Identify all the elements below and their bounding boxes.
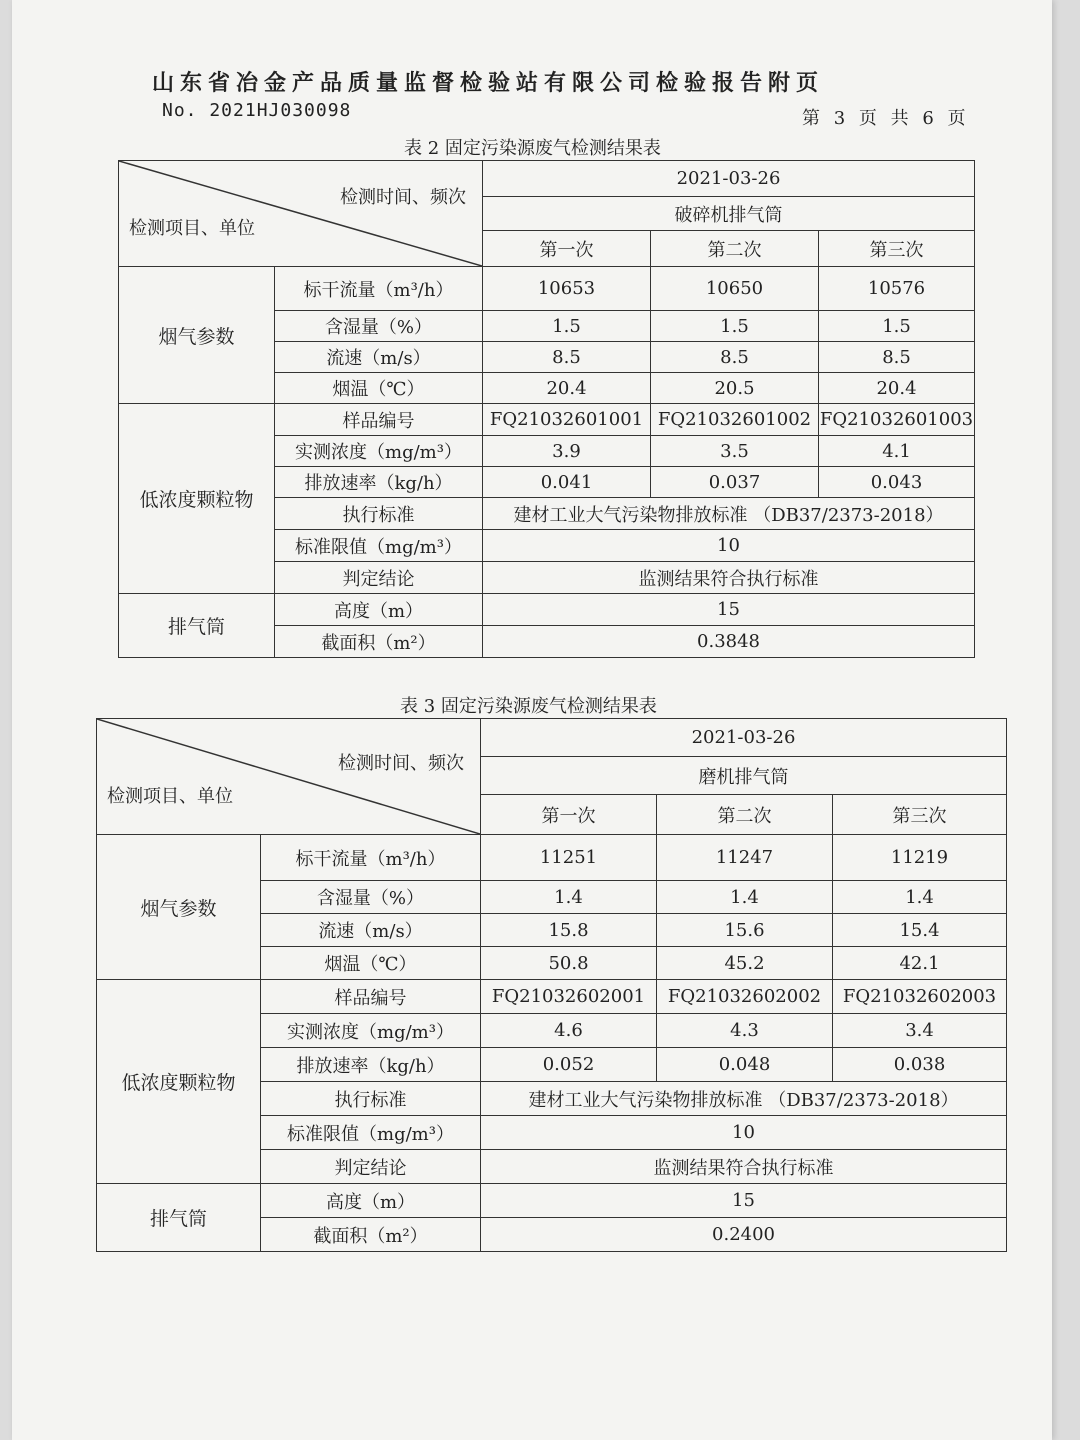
conclusion-value: 监测结果符合执行标准 xyxy=(483,562,975,594)
row-label: 截面积（m²） xyxy=(261,1218,481,1252)
row-label: 执行标准 xyxy=(261,1082,481,1116)
cell-value: 1.4 xyxy=(833,881,1007,914)
results-table-2 xyxy=(118,160,975,658)
row-label: 烟温（℃） xyxy=(275,373,483,404)
cell-value: 15.4 xyxy=(833,914,1007,947)
cell-value: 3.9 xyxy=(483,436,651,467)
table-caption: 表 2 固定污染源废气检测结果表 xyxy=(404,138,661,159)
standard-value: 建材工业大气污染物排放标准 （DB37/2373-2018） xyxy=(481,1082,1007,1116)
row-label: 含湿量（%） xyxy=(275,311,483,342)
standard-value: 建材工业大气污染物排放标准 （DB37/2373-2018） xyxy=(483,498,975,530)
cell-value: 20.4 xyxy=(483,373,651,404)
table-caption: 表 3 固定污染源废气检测结果表 xyxy=(400,696,657,717)
cell-value: FQ21032601002 xyxy=(651,404,819,436)
row-label: 高度（m） xyxy=(275,594,483,626)
cell-value: 10650 xyxy=(651,267,819,311)
row-label: 排放速率（kg/h） xyxy=(275,467,483,498)
cell-value: 11247 xyxy=(657,835,833,881)
row-label: 截面积（m²） xyxy=(275,626,483,658)
cell-value: 0.037 xyxy=(651,467,819,498)
run-header: 第二次 xyxy=(651,231,819,267)
run-header: 第三次 xyxy=(819,231,975,267)
row-label: 标准限值（mg/m³） xyxy=(275,530,483,562)
report-number: No. 2021HJ030098 xyxy=(162,100,352,121)
cell-value: 10576 xyxy=(819,267,975,311)
cell-value: 42.1 xyxy=(833,947,1007,980)
run-header: 第一次 xyxy=(483,231,651,267)
cell-value: 4.3 xyxy=(657,1014,833,1048)
test-date: 2021-03-26 xyxy=(483,161,975,197)
source-name: 磨机排气筒 xyxy=(481,757,1007,795)
cell-value: 11251 xyxy=(481,835,657,881)
cell-value: 15.8 xyxy=(481,914,657,947)
row-label: 实测浓度（mg/m³） xyxy=(261,1014,481,1048)
test-date: 2021-03-26 xyxy=(481,719,1007,757)
cell-value: 0.052 xyxy=(481,1048,657,1082)
row-label: 流速（m/s） xyxy=(275,342,483,373)
results-table-3 xyxy=(96,718,1007,1252)
cell-value: 1.5 xyxy=(651,311,819,342)
cell-value: 0.048 xyxy=(657,1048,833,1082)
cell-value: FQ21032601003 xyxy=(819,404,975,436)
row-label: 实测浓度（mg/m³） xyxy=(275,436,483,467)
cell-value: 20.4 xyxy=(819,373,975,404)
group-label: 低浓度颗粒物 xyxy=(97,980,261,1184)
run-header: 第二次 xyxy=(657,795,833,835)
cell-value: 15.6 xyxy=(657,914,833,947)
row-label: 标干流量（m³/h） xyxy=(275,267,483,311)
row-label: 流速（m/s） xyxy=(261,914,481,947)
run-header: 第一次 xyxy=(481,795,657,835)
cell-value: 3.5 xyxy=(651,436,819,467)
cell-value: 50.8 xyxy=(481,947,657,980)
row-label: 判定结论 xyxy=(261,1150,481,1184)
cell-value: 1.5 xyxy=(483,311,651,342)
corner-bottom-label: 检测项目、单位 xyxy=(107,786,233,807)
group-label: 烟气参数 xyxy=(97,835,261,980)
row-label: 烟温（℃） xyxy=(261,947,481,980)
corner-header xyxy=(97,719,481,835)
cell-value: FQ21032602002 xyxy=(657,980,833,1014)
height-value: 15 xyxy=(483,594,975,626)
cell-value: 4.1 xyxy=(819,436,975,467)
diagonal-line xyxy=(97,719,480,834)
limit-value: 10 xyxy=(481,1116,1007,1150)
cell-value: FQ21032602003 xyxy=(833,980,1007,1014)
row-label: 样品编号 xyxy=(275,404,483,436)
cell-value: FQ21032601001 xyxy=(483,404,651,436)
row-label: 样品编号 xyxy=(261,980,481,1014)
row-label: 标准限值（mg/m³） xyxy=(261,1116,481,1150)
area-value: 0.3848 xyxy=(483,626,975,658)
cell-value: 8.5 xyxy=(483,342,651,373)
row-label: 含湿量（%） xyxy=(261,881,481,914)
cell-value: 1.4 xyxy=(481,881,657,914)
source-name: 破碎机排气筒 xyxy=(483,197,975,231)
cell-value: 0.043 xyxy=(819,467,975,498)
run-header: 第三次 xyxy=(833,795,1007,835)
row-label: 执行标准 xyxy=(275,498,483,530)
row-label: 排放速率（kg/h） xyxy=(261,1048,481,1082)
group-label: 低浓度颗粒物 xyxy=(119,404,275,594)
group-label: 烟气参数 xyxy=(119,267,275,404)
cell-value: 4.6 xyxy=(481,1014,657,1048)
row-label: 高度（m） xyxy=(261,1184,481,1218)
cell-value: FQ21032602001 xyxy=(481,980,657,1014)
page-number: 第 3 页 共 6 页 xyxy=(802,108,970,129)
corner-header xyxy=(119,161,483,267)
cell-value: 8.5 xyxy=(819,342,975,373)
limit-value: 10 xyxy=(483,530,975,562)
cell-value: 0.038 xyxy=(833,1048,1007,1082)
cell-value: 8.5 xyxy=(651,342,819,373)
row-label: 判定结论 xyxy=(275,562,483,594)
cell-value: 0.041 xyxy=(483,467,651,498)
cell-value: 1.4 xyxy=(657,881,833,914)
corner-top-label: 检测时间、频次 xyxy=(340,187,466,208)
cell-value: 10653 xyxy=(483,267,651,311)
group-label: 排气筒 xyxy=(97,1184,261,1252)
row-label: 标干流量（m³/h） xyxy=(261,835,481,881)
cell-value: 3.4 xyxy=(833,1014,1007,1048)
area-value: 0.2400 xyxy=(481,1218,1007,1252)
cell-value: 45.2 xyxy=(657,947,833,980)
corner-bottom-label: 检测项目、单位 xyxy=(129,218,255,239)
corner-top-label: 检测时间、频次 xyxy=(338,753,464,774)
cell-value: 1.5 xyxy=(819,311,975,342)
group-label: 排气筒 xyxy=(119,594,275,658)
report-title: 山东省冶金产品质量监督检验站有限公司检验报告附页 xyxy=(152,70,825,96)
cell-value: 11219 xyxy=(833,835,1007,881)
height-value: 15 xyxy=(481,1184,1007,1218)
conclusion-value: 监测结果符合执行标准 xyxy=(481,1150,1007,1184)
cell-value: 20.5 xyxy=(651,373,819,404)
